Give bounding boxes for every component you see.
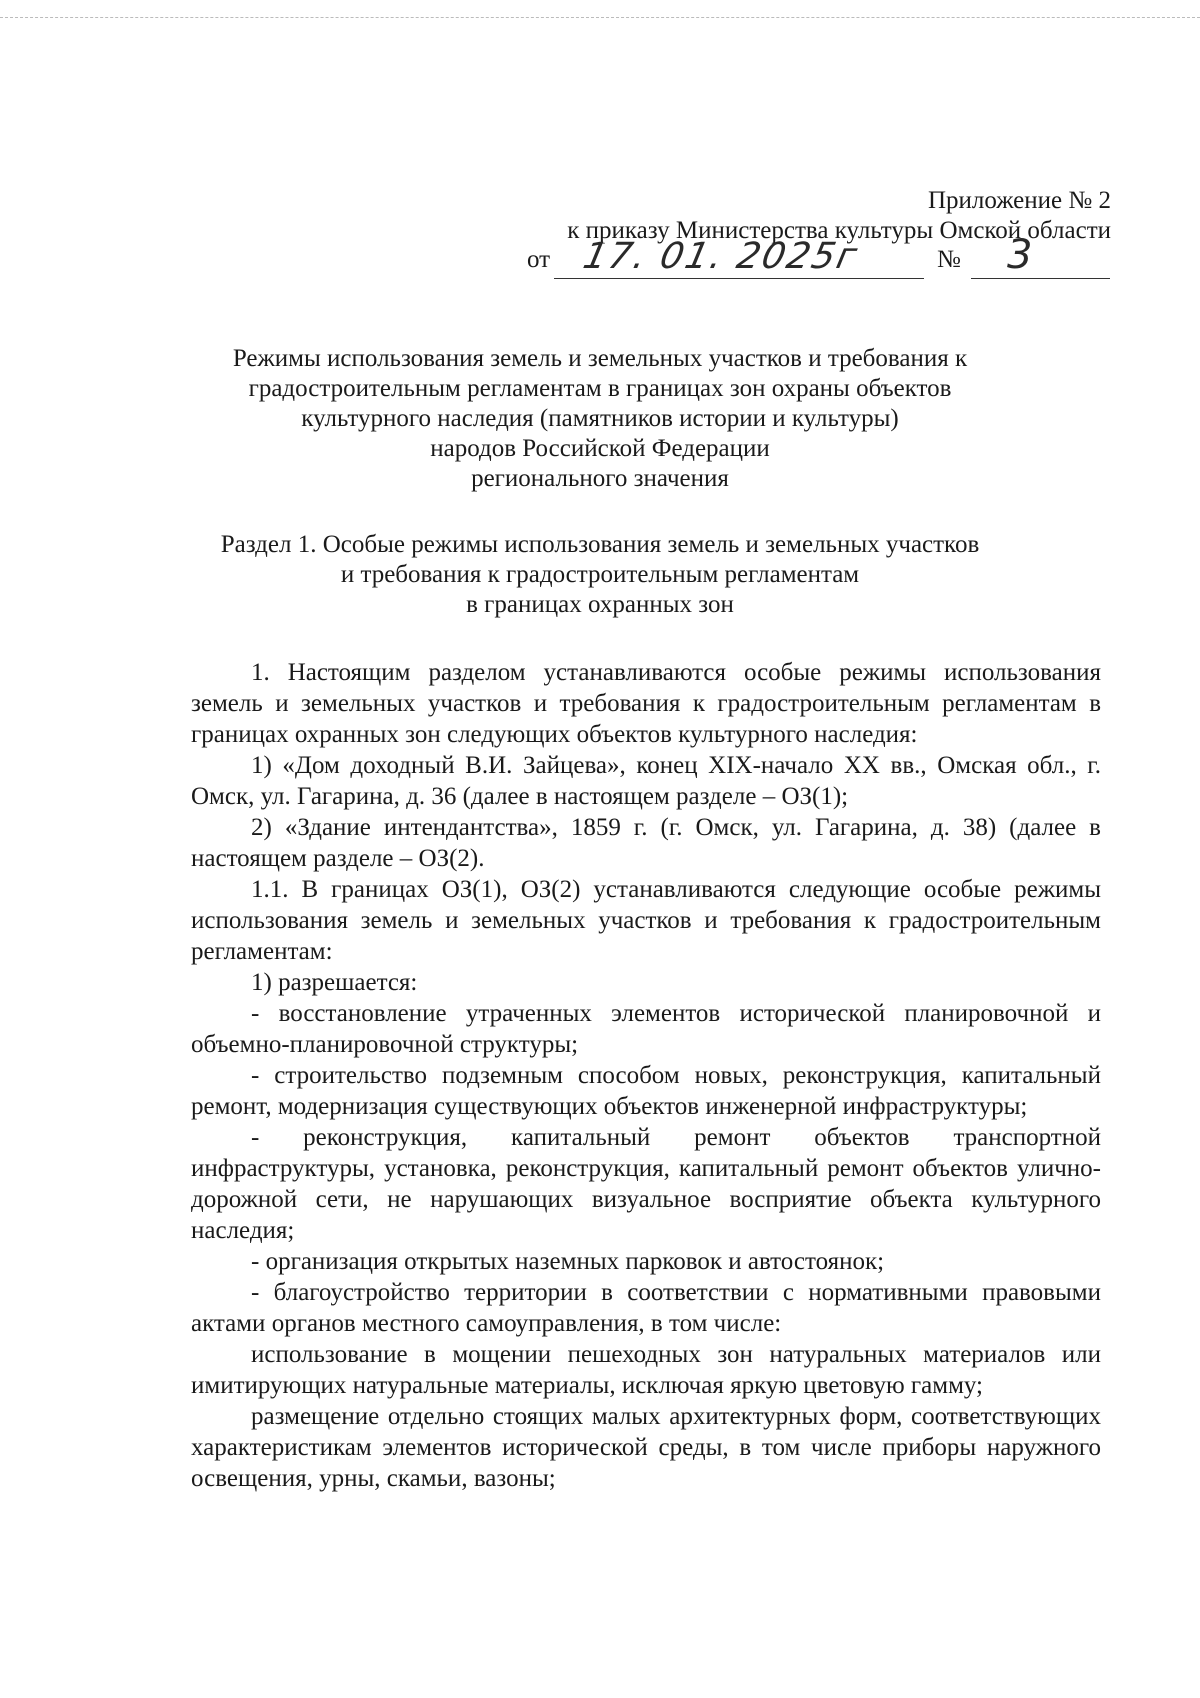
paragraph-bullet: - строительство подземным способом новых, реконструкция, капитальный ремонт, модернизация существующих объектов инженерной инфраструктуры; (191, 1062, 1101, 1120)
scan-edge-line (0, 17, 1200, 18)
paragraph-item-2: 2) «Здание интендантства», 1859 г. (г. Омск, ул. Гагарина, д. 38) (далее в настоящем разделе – ОЗ(2). (191, 814, 1101, 872)
number-label: № (937, 246, 961, 273)
paragraph-1: 1. Настоящим разделом устанавливаются особые режимы использования земель и земельных участков и требования к градостроительным регламентам в границах охранных зон следующих объектов культурного наследия: (191, 659, 1101, 748)
paragraph-subitem: использование в мощении пешеходных зон натуральных материалов или имитирующих натуральные материалы, исключая яркую цветовую гамму; (191, 1341, 1101, 1399)
order-date-number-line (527, 232, 1111, 282)
paragraph-item-1: 1) «Дом доходный В.И. Зайцева», конец XIX-начало XX вв., Омская обл., г. Омск, ул. Гагарина, д. 36 (далее в настоящем разделе – ОЗ(1); (191, 752, 1101, 810)
paragraph-1-1: 1.1. В границах ОЗ(1), ОЗ(2) устанавливаются следующие особые режимы использования земель и земельных участков и требования к градостроительным регламентам: (191, 876, 1101, 965)
paragraph-subitem: размещение отдельно стоящих малых архитектурных форм, соответствующих характеристикам элементов исторической среды, в том числе приборы наружного освещения, урны, скамьи, вазоны; (191, 1403, 1101, 1492)
paragraph-bullet: - восстановление утраченных элементов исторической планировочной и объемно-планировочной структуры; (191, 1000, 1101, 1058)
from-label: от (527, 246, 551, 273)
section-title-line: Раздел 1. Особые режимы использования земель и земельных участков (220, 531, 980, 558)
order-number-field (971, 232, 1110, 279)
appendix-number: Приложение № 2 (927, 187, 1111, 214)
paragraph-bullet: - организация открытых наземных парковок и автостоянок; (251, 1248, 885, 1275)
title-line: градостроительным регламентам в границах зон охраны объектов (248, 375, 952, 402)
title-line: культурного наследия (памятников истории и культуры) (301, 405, 899, 432)
title-line: Режимы использования земель и земельных участков и требования к (232, 345, 968, 372)
handwritten-date: 17. 01. 2025г (579, 236, 863, 277)
paragraph-allowed-heading: 1) разрешается: (251, 969, 418, 996)
document-body (191, 657, 1101, 1494)
paragraph-bullet: - реконструкция, капитальный ремонт объектов транспортной инфраструктуры, установка, реконструкция, капитальный ремонт объектов улично-дорожной сети, не нарушающих визуальное восприятие объекта культурного наследия; (191, 1124, 1101, 1244)
paragraph-bullet: - благоустройство территории в соответствии с нормативными правовыми актами органов местного самоуправления, в том числе: (191, 1279, 1101, 1337)
order-date-field (554, 236, 924, 279)
document-title (180, 344, 1020, 494)
title-line: народов Российской Федерации (430, 435, 770, 462)
handwritten-number: 3 (1007, 232, 1033, 278)
section-title (180, 530, 1020, 620)
section-title-line: в границах охранных зон (466, 591, 734, 618)
order-reference: к приказу Министерства культуры Омской области (567, 217, 1111, 244)
title-line: регионального значения (471, 465, 729, 492)
section-title-line: и требования к градостроительным регламентам (340, 561, 860, 588)
